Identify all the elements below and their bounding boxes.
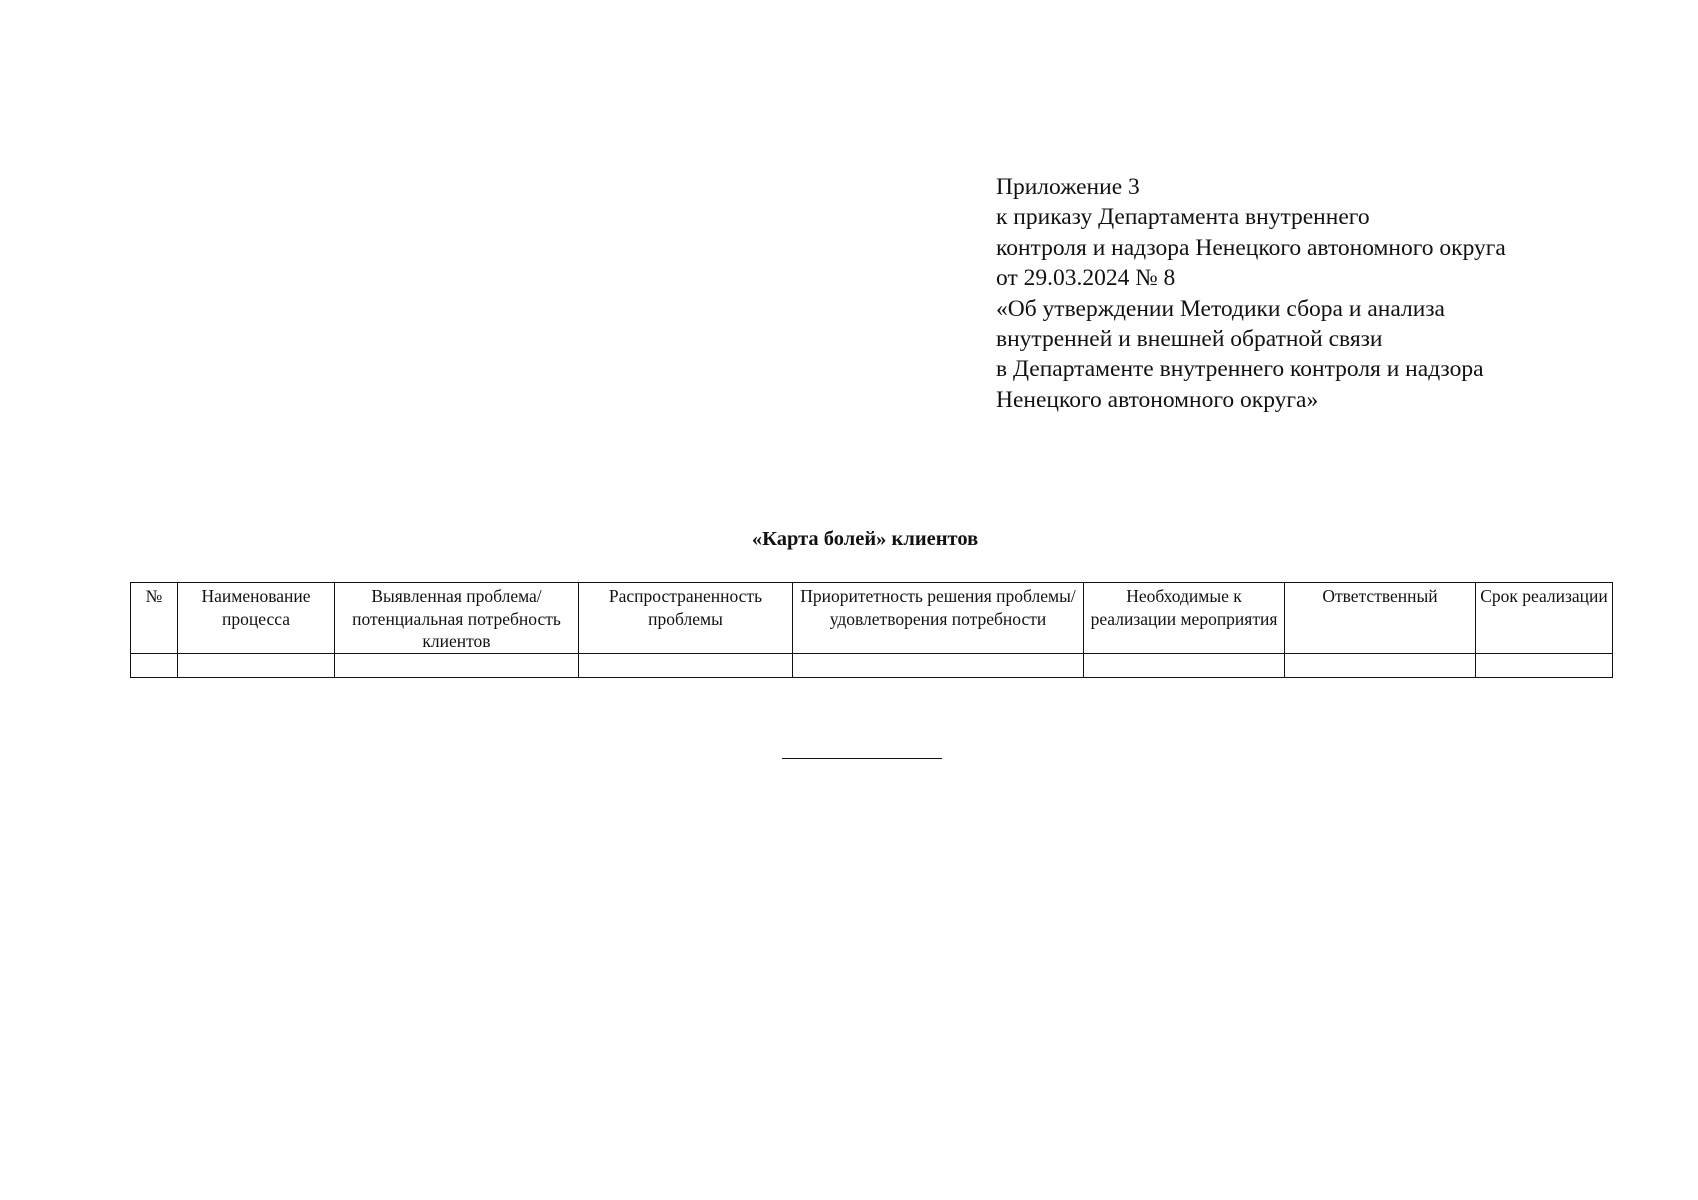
closing-divider	[782, 758, 942, 759]
table-header-row	[131, 583, 1613, 654]
column-header-deadline: Срок реализации	[1476, 583, 1613, 654]
table-cell	[178, 653, 335, 677]
table-cell	[131, 653, 178, 677]
annex-line: к приказу Департамента внутреннего	[996, 204, 1370, 231]
annex-line: Приложение 3	[996, 174, 1140, 200]
column-header-responsible: Ответственный	[1285, 583, 1476, 654]
table-cell	[1476, 653, 1613, 677]
annex-line: в Департаменте внутреннего контроля и надзора	[996, 356, 1484, 383]
table-row	[131, 653, 1613, 677]
annex-line: от 29.03.2024 № 8	[996, 265, 1176, 292]
annex-line: «Об утверждении Методики сбора и анализа	[996, 295, 1445, 322]
column-header-measures: Необходимые к реализации мероприятия	[1084, 583, 1285, 654]
column-header-priority: Приоритетность решения проблемы/удовлетворения потребности	[793, 583, 1084, 654]
column-header-prevalence: Распространенность проблемы	[579, 583, 793, 654]
annex-line: Ненецкого автономного округа»	[996, 386, 1319, 413]
annex-line: контроля и надзора Ненецкого автономного округа	[996, 234, 1506, 261]
column-header-process: Наименование процесса	[178, 583, 335, 654]
annex-header	[996, 172, 1636, 415]
annex-line: внутренней и внешней обратной связи	[996, 326, 1383, 353]
table-cell	[335, 653, 579, 677]
pain-map-table	[130, 582, 1613, 678]
table-cell	[579, 653, 793, 677]
table-cell	[1285, 653, 1476, 677]
document-title: «Карта болей» клиентов	[751, 528, 979, 550]
column-header-number: №	[131, 583, 178, 654]
table-cell	[793, 653, 1084, 677]
column-header-problem: Выявленная проблема/потенциальная потребность клиентов	[335, 583, 579, 654]
table-cell	[1084, 653, 1285, 677]
